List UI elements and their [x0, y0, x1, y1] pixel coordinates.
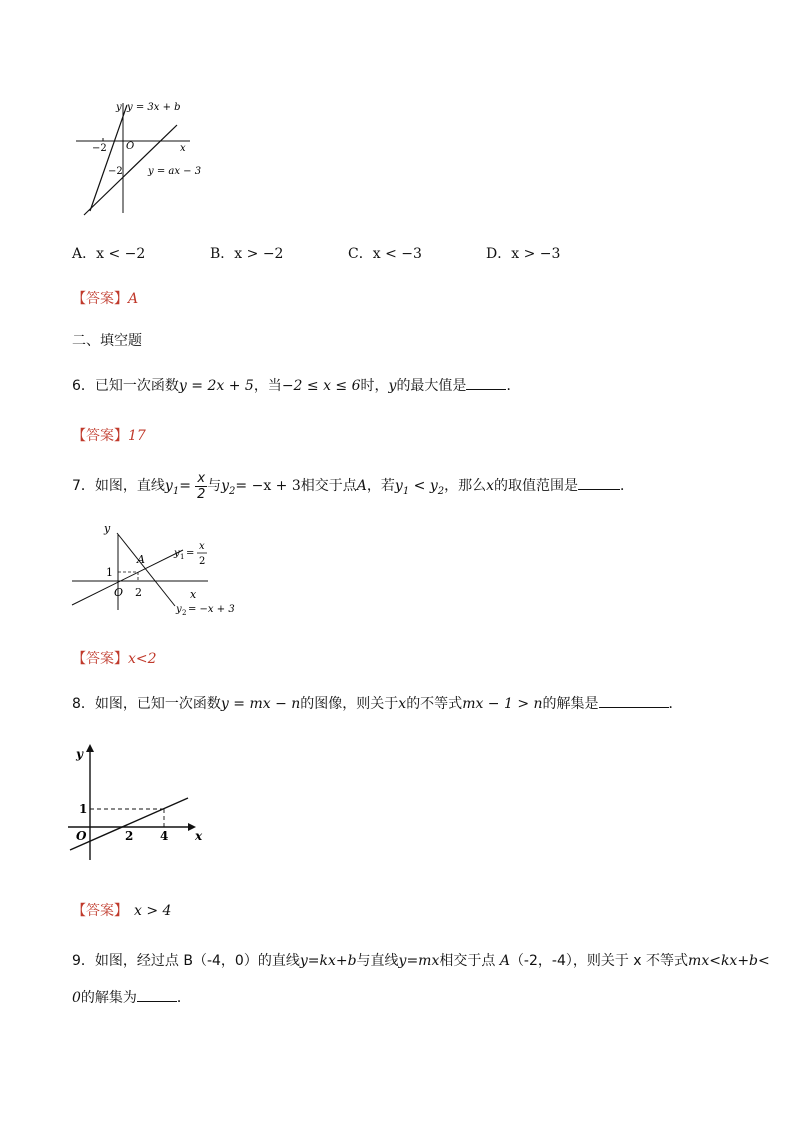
q7-y1-sub: 1 — [172, 485, 180, 497]
q8-fig-x-label: x — [195, 829, 203, 843]
q8-mid: 的图像，则关于 — [300, 696, 399, 712]
q5-option-b — [210, 243, 283, 263]
q7-cond-y2: y — [429, 478, 438, 494]
option-text: x < −3 — [372, 246, 422, 262]
q7-fig-origin: O — [114, 586, 124, 599]
q7-text — [72, 468, 634, 510]
q7-y2: y — [221, 478, 230, 494]
q7-xv: x — [486, 478, 495, 494]
q7-then: ，那么 — [444, 478, 487, 494]
q7-line-y2 — [117, 533, 175, 606]
q7-meet: 相交于点 — [300, 478, 357, 494]
q7-prefix: 7．如图，直线 — [72, 478, 165, 494]
q7-y1: y — [164, 478, 173, 494]
q8-blank[interactable] — [599, 695, 669, 708]
q8-fig-tick-x1: 2 — [125, 829, 134, 843]
q7-fig-l2-y: y — [176, 604, 182, 615]
q5-origin: O — [126, 141, 135, 152]
q6-tail: 的最大值是 — [396, 378, 467, 394]
q6-function: y = 2x + 5 — [178, 378, 254, 394]
q7-line-y1 — [72, 550, 183, 605]
q5-figure — [70, 95, 210, 220]
q7-fig-l2-sub: 2 — [182, 609, 187, 617]
q8-xv: x — [398, 696, 407, 712]
q5-tick-x: −2 — [92, 143, 107, 154]
q8-prefix: 8．如图，已知一次函数 — [72, 696, 221, 712]
q8-function: y = mx − n — [220, 696, 301, 712]
q6-answer — [72, 425, 146, 445]
q7-if: ，若 — [366, 478, 395, 494]
option-letter: A． — [72, 246, 97, 262]
answer-value: x > 4 — [134, 903, 172, 919]
q6-blank[interactable] — [466, 377, 506, 390]
q7-tail: 的取值范围是 — [494, 478, 579, 494]
q7-fig-l1-den: 2 — [199, 556, 206, 567]
q7-eq2: = −x + 3 — [235, 478, 301, 494]
q7-fig-l1-num: x — [199, 541, 205, 552]
q6-prefix: 6．已知一次函数 — [72, 378, 179, 394]
q9-meet: 相交于点 — [439, 953, 496, 969]
q8-mid2: 的不等式 — [406, 696, 463, 712]
q8-fig-y-label: y — [76, 747, 83, 761]
q9-line1 — [72, 950, 770, 970]
answer-tag: 【答案】 — [72, 291, 128, 307]
q7-figure — [68, 518, 243, 618]
q7-fig-l2-eq: = −x + 3 — [188, 604, 235, 615]
q5-answer — [72, 288, 138, 308]
option-text: x > −3 — [511, 246, 561, 262]
option-text: x < −2 — [96, 246, 146, 262]
q8-tail: 的解集是 — [542, 696, 599, 712]
section-title: 二、填空题 — [72, 333, 142, 349]
q9-line-kxb: y=kx+b — [299, 953, 357, 969]
option-letter: B． — [210, 246, 235, 262]
q9-inequality: mx<kx+b< — [688, 953, 770, 969]
q9-zero: 0 — [72, 990, 81, 1006]
q7-fig-l1-eq: = — [186, 548, 195, 559]
q6-range: −2 ≤ x ≤ 6 — [281, 378, 361, 394]
q6-mid2: 时， — [360, 378, 389, 394]
q5-line-steep — [90, 105, 127, 211]
q8-inequality: mx − 1 > n — [462, 696, 543, 712]
q6-text — [72, 375, 520, 395]
q6-mid: ，当 — [253, 378, 282, 394]
q5-option-c — [348, 243, 422, 263]
q8-figure — [66, 740, 216, 865]
q9-then: ，则关于 x 不等式 — [572, 953, 689, 969]
q7-eq1: = — [179, 478, 191, 494]
q5-option-d — [486, 243, 560, 263]
option-letter: C． — [348, 246, 373, 262]
q7-frac-num: x — [197, 470, 206, 486]
q7-blank[interactable] — [578, 477, 620, 490]
q7-lt: < — [409, 478, 430, 494]
q9-tail: 的解集为 — [80, 990, 137, 1006]
q7-y2-sub: 2 — [229, 485, 236, 497]
q7-point: A — [356, 478, 367, 494]
q7-end: ． — [620, 478, 635, 494]
q7-fig-x-label: x — [190, 588, 197, 601]
q7-fig-point: A — [137, 553, 145, 566]
q7-with: 与 — [207, 478, 222, 494]
q7-fig-y-label: y — [104, 522, 111, 535]
q9-point: A — [499, 953, 510, 969]
q7-fraction — [195, 472, 207, 501]
q9-prefix: 9．如图，经过点 B（-4，0）的直线 — [72, 953, 300, 969]
q8-fig-tick-x2: 4 — [160, 829, 169, 843]
q8-answer — [72, 900, 171, 920]
q8-fig-origin: O — [76, 829, 87, 843]
answer-tag: 【答案】 — [72, 428, 128, 444]
q5-line1-label: y = 3x + b — [127, 102, 181, 113]
q9-line-mx: y=mx — [398, 953, 440, 969]
answer-tag: 【答案】 — [72, 903, 128, 919]
q5-option-a — [72, 243, 145, 263]
q7-fig-tick-y: 1 — [106, 566, 113, 579]
q7-cond-sub1: 1 — [402, 485, 410, 497]
answer-tag: 【答案】 — [72, 651, 128, 667]
answer-value: 17 — [128, 428, 146, 444]
answer-value: A — [128, 291, 139, 307]
q7-cond-sub2: 2 — [437, 485, 445, 497]
q8-end: ． — [668, 696, 683, 712]
q5-y-label: y — [116, 102, 122, 113]
q9-with: 与直线 — [356, 953, 399, 969]
option-letter: D． — [486, 246, 512, 262]
q5-tick-y: −2 — [108, 166, 123, 177]
q9-end: ． — [176, 990, 191, 1006]
q7-fig-tick-x: 2 — [135, 586, 142, 599]
q9-blank[interactable] — [137, 989, 177, 1002]
q5-line2-label: y = ax − 3 — [148, 166, 202, 177]
option-text: x > −2 — [234, 246, 284, 262]
q5-x-label: x — [180, 143, 186, 154]
q6-var: y — [388, 378, 397, 394]
q9-line2 — [72, 987, 191, 1007]
q7-frac-den: 2 — [197, 486, 206, 502]
q9-coords: （-2，-4） — [509, 953, 573, 969]
answer-value: x<2 — [128, 651, 157, 667]
q7-answer — [72, 648, 157, 668]
q8-text — [72, 693, 683, 713]
q6-end: ． — [506, 378, 521, 394]
q7-fig-l1-y: y — [174, 548, 180, 559]
q7-fig-l1-sub: 1 — [180, 553, 185, 561]
q8-fig-tick-y: 1 — [79, 802, 88, 816]
q7-cond-y1: y — [394, 478, 403, 494]
